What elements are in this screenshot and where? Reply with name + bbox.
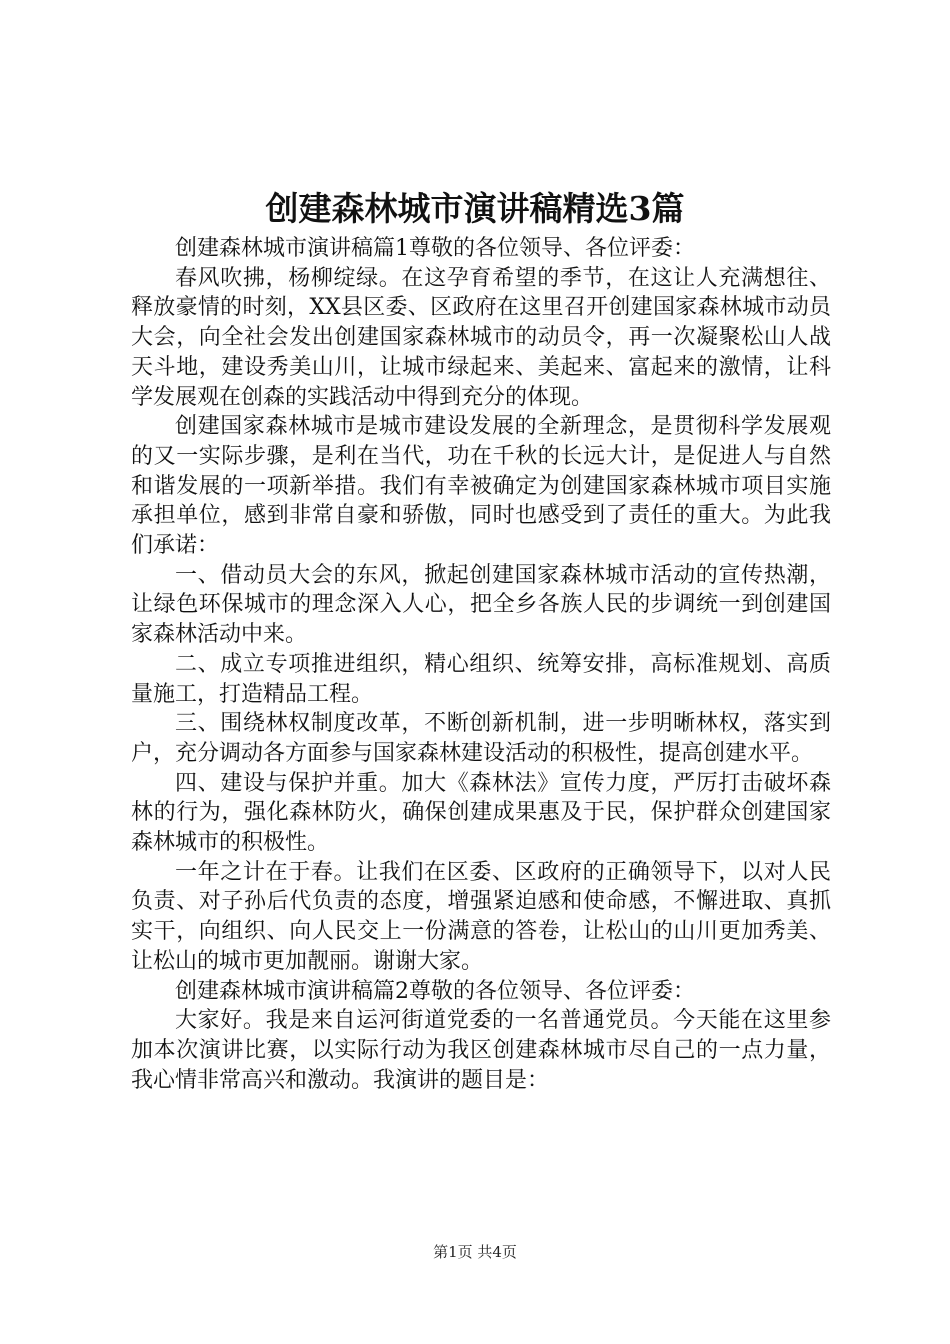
page-number-footer: 第1页 共4页 xyxy=(433,1243,517,1261)
paragraph: 大家好。我是来自运河街道党委的一名普通党员。今天能在这里参加本次演讲比赛，以实际行动为我区创建森林城市尽自己的一点力量，我心情非常高兴和激动。我演讲的题目是： xyxy=(131,1008,831,1093)
paragraph: 创建森林城市演讲稿篇2尊敬的各位领导、各位评委： xyxy=(175,978,695,1004)
paragraph: 二、成立专项推进组织，精心组织、统筹安排，高标准规划、高质量施工，打造精品工程。 xyxy=(131,651,831,707)
paragraph: 一年之计在于春。让我们在区委、区政府的正确领导下，以对人民负责、对子孙后代负责的态度，增强紧迫感和使命感，不懈进取、真抓实干，向组织、向人民交上一份满意的答卷，让松山的山川更加秀美、让松山的城市更加靓丽。谢谢大家。 xyxy=(131,859,831,974)
paragraph: 创建国家森林城市是城市建设发展的全新理念，是贯彻科学发展观的又一实际步骤，是利在当代，功在千秋的长远大计，是促进人与自然和谐发展的一项新举措。我们有幸被确定为创建国家森林城市项目实施承担单位，感到非常自豪和骄傲，同时也感受到了责任的重大。为此我们承诺： xyxy=(131,414,831,559)
document-body xyxy=(131,234,831,1095)
paragraph: 春风吹拂，杨柳绽绿。在这孕育希望的季节，在这让人充满想往、释放豪情的时刻，XX县区委、区政府在这里召开创建国家森林城市动员大会，向全社会发出创建国家森林城市的动员令，再一次凝聚松山人战天斗地，建设秀美山川，让城市绿起来、美起来、富起来的激情，让科学发展观在创森的实践活动中得到充分的体现。 xyxy=(131,265,831,410)
paragraph: 三、围绕林权制度改革，不断创新机制，进一步明晰林权，落实到户，充分调动各方面参与国家森林建设活动的积极性，提高创建水平。 xyxy=(131,711,831,766)
document-title: 创建森林城市演讲稿精选3篇 xyxy=(265,189,685,228)
paragraph: 四、建设与保护并重。加大《森林法》宣传力度，严厉打击破坏森林的行为，强化森林防火，确保创建成果惠及于民，保护群众创建国家森林城市的积极性。 xyxy=(131,770,831,856)
paragraph: 一、借动员大会的东风，掀起创建国家森林城市活动的宣传热潮，让绿色环保城市的理念深入人心，把全乡各族人民的步调统一到创建国家森林活动中来。 xyxy=(131,562,831,648)
paragraph: 创建森林城市演讲稿篇1尊敬的各位领导、各位评委： xyxy=(175,236,695,261)
